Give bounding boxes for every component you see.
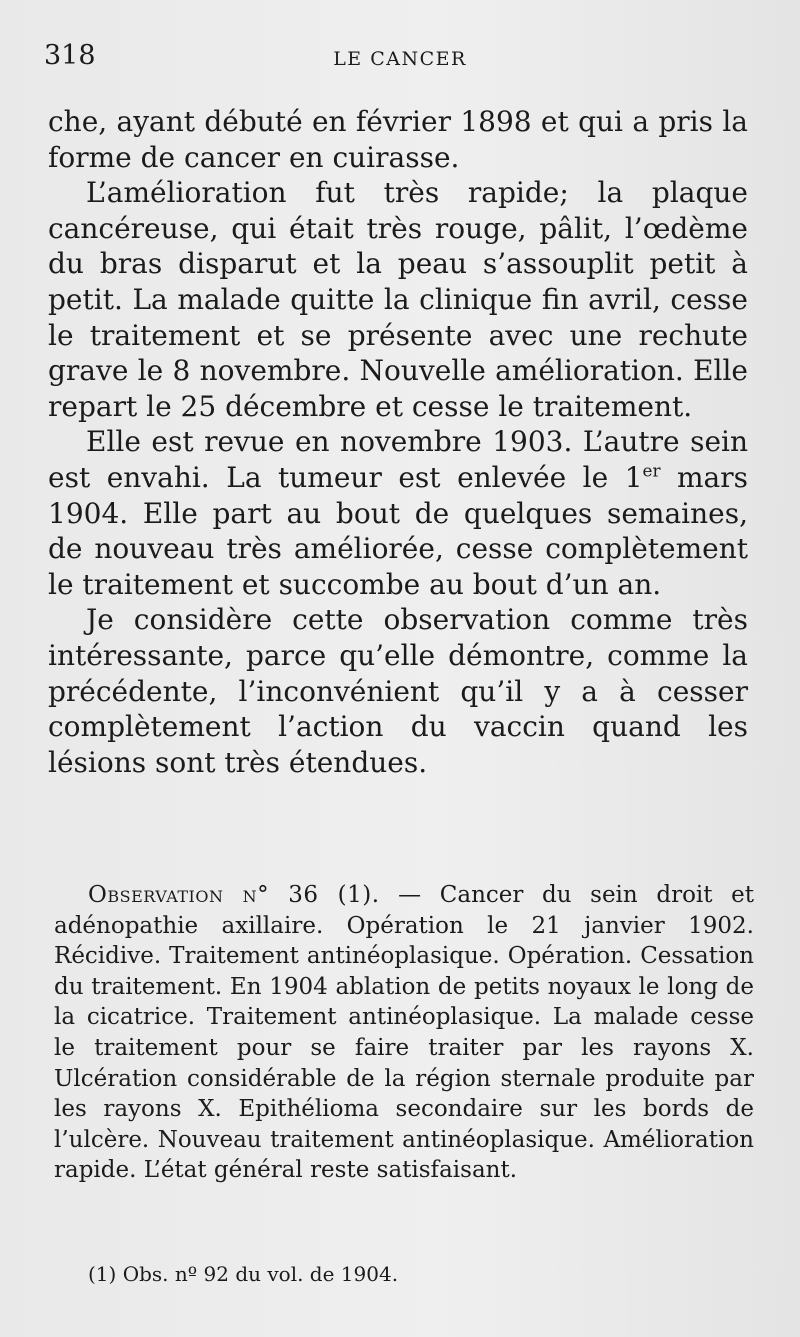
paragraph-relapse-start: Elle est revue en novembre 1903. L’autre sein est envahi. La tumeur est enlevée le 1 (48, 425, 748, 494)
page-number: 318 (44, 40, 96, 71)
running-title: LE CANCER (333, 48, 467, 70)
paragraph-improvement: L’amélioration fut très rapide; la plaque cancéreuse, qui était très rouge, pâlit, l’œdème du bras disparut et la peau s’assouplit petit à petit. La malade quitte la clinique fin avril, cesse le traitement et se présente avec une rechute grave le 8 novembre. Nouvelle amélioration. Elle repart le 25 décembre et cesse le traitement. (48, 176, 748, 423)
observation-paragraph (54, 880, 754, 1186)
ordinal-superscript: er (642, 460, 661, 481)
main-text (48, 104, 748, 780)
observation-heading: Observation n° 36 (1). (88, 882, 380, 908)
paragraph-continuation: che, ayant débuté en février 1898 et qui a pris la forme de cancer en cuirasse. (48, 105, 748, 174)
observation-block (54, 880, 754, 1186)
paragraph-relapse (48, 424, 748, 602)
footnote: (1) Obs. nº 92 du vol. de 1904. (88, 1262, 399, 1286)
observation-text: — Cancer du sein droit et adénopathie axillaire. Opération le 21 janvier 1902. Récidive. Traitement antinéoplasique. Opération. Cessation du traitement. En 1904 ablation de petits noyaux le long de la cicatrice. Traitement antinéoplasique. La malade cesse le traitement pour se faire traiter par les rayons X. Ulcération considérable de la région sternale produite par les rayons X. Epithélioma secondaire sur les bords de l’ulcère. Nouveau traitement antinéoplasique. Amélioration rapide. L’état général reste satisfaisant. (54, 882, 754, 1184)
paragraph-relapse-end: mars 1904. Elle part au bout de quelques semaines, de nouveau très améliorée, cesse complètement le traitement et succombe au bout d’un an. (48, 460, 748, 601)
paragraph-conclusion: Je considère cette observation comme très intéressante, parce qu’elle démontre, comme la précédente, l’inconvénient qu’il y a à cesser complètement l’action du vaccin quand les lésions sont très étendues. (48, 603, 748, 779)
